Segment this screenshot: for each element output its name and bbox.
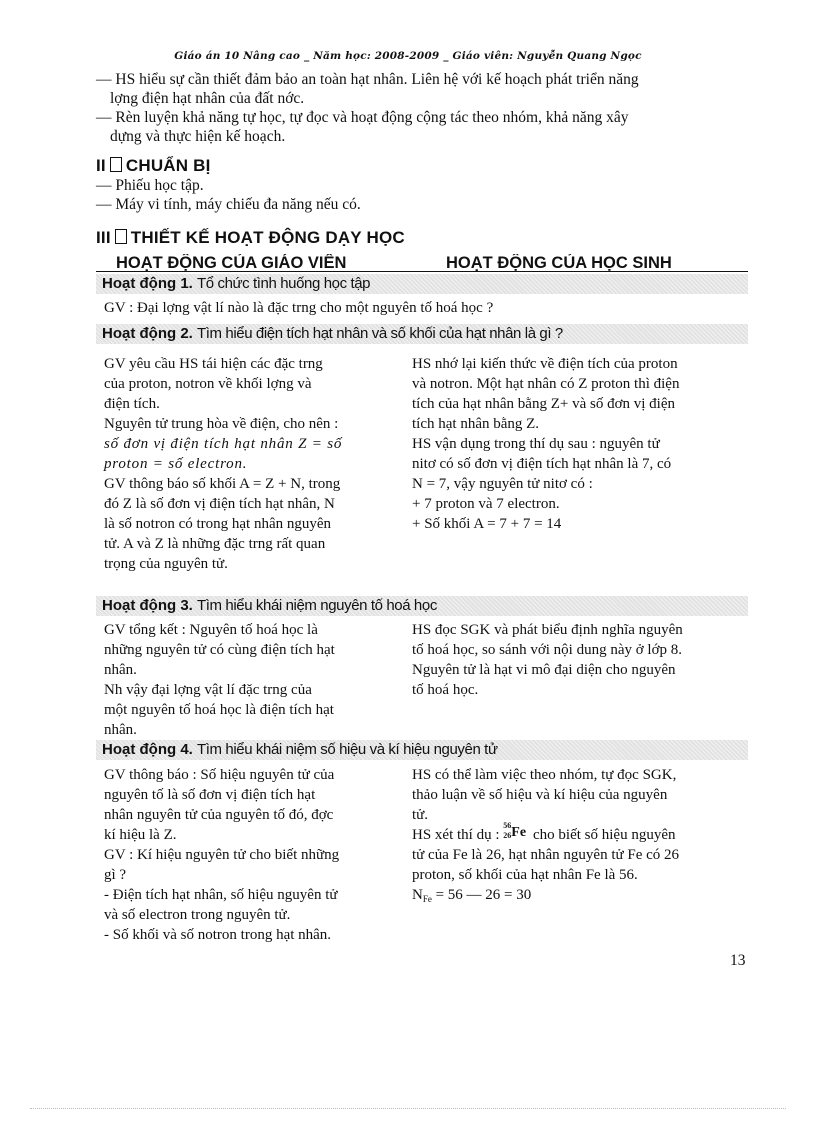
isotope-atomic-number: 26 [503, 831, 512, 840]
objective-line: dựng và thực hiện kế hoạch. [110, 128, 286, 145]
teacher-line-italic: proton = số electron. [104, 456, 248, 472]
formula-rest: = 56 — 26 = 30 [431, 887, 532, 903]
section-numeral: III [96, 228, 111, 247]
section-heading-preparation [96, 156, 211, 176]
objective-line: lợng điện hạt nhân của đất nớc. [110, 90, 305, 107]
activity-label: Hoạt động 1. [102, 275, 193, 292]
teacher-column-header: HOẠT ĐỘNG CỦA GIÁO VIÊN [116, 254, 347, 272]
activity-2-header [96, 324, 748, 344]
student-line: HS vận dụng trong thí dụ sau : nguyên tử [412, 436, 660, 452]
student-line: HS đọc SGK và phát biểu định nghĩa nguyên [412, 622, 683, 638]
student-line: tử. [412, 807, 429, 823]
example-suffix: cho biết số hiệu nguyên [533, 827, 676, 843]
activity-label: Hoạt động 4. [102, 741, 193, 758]
teacher-line: nguyên tố là số đơn vị điện tích hạt [104, 787, 316, 803]
teacher-line: đó Z là số đơn vị điện tích hạt nhân, N [104, 496, 335, 512]
objective-line: — Rèn luyện khả năng tự học, tự đọc và hoạt động cộng tác theo nhóm, khả năng xây [96, 109, 629, 126]
student-line: tích của hạt nhân bằng Z+ và số đơn vị điện [412, 396, 675, 412]
preparation-list [96, 176, 748, 214]
page-header: Giáo án 10 Nâng cao _ Năm học: 2008-2009 _ Giáo viên: Nguyễn Quang Ngọc [174, 50, 642, 62]
activity-4-student [412, 765, 742, 909]
isotope-mass-number: 56 [503, 821, 512, 830]
section-heading-activities [96, 228, 405, 248]
teacher-line: - Số khối và số notron trong hạt nhân. [104, 927, 332, 943]
teacher-line: GV tổng kết : Nguyên tố hoá học là [104, 622, 318, 638]
activity-3-student [412, 620, 742, 700]
activity-3-teacher [104, 620, 394, 740]
section-numeral: II [96, 156, 106, 175]
box-glyph-icon [110, 157, 122, 172]
isotope-element: Fe [511, 825, 527, 840]
student-line: HS nhớ lại kiến thức về điện tích của proton [412, 356, 678, 372]
list-item: — Phiếu học tập. [96, 177, 204, 194]
student-line: tố hoá học. [412, 682, 479, 698]
student-line: nitơ có số đơn vị điện tích hạt nhân là 7, có [412, 456, 672, 472]
teacher-line: một nguyên tố hoá học là điện tích hạt [104, 702, 334, 718]
activity-2-teacher [104, 354, 394, 574]
teacher-line: nhân. [104, 662, 137, 678]
teacher-line: trọng của nguyên tử. [104, 556, 228, 572]
teacher-line: GV thông báo : Số hiệu nguyên tử của [104, 767, 335, 783]
formula-var: N [412, 887, 423, 903]
page-number: 13 [730, 952, 746, 969]
activity-title: Tổ chức tình huống học tập [197, 275, 371, 292]
activity-title: Tìm hiểu khái niệm nguyên tố hoá học [197, 597, 437, 614]
activity-3-header [96, 596, 748, 616]
objective-line: — HS hiểu sự cần thiết đảm bảo an toàn hạt nhân. Liên hệ với kế hoạch phát triển năng [96, 71, 639, 88]
student-line: Nguyên tử là hạt vi mô đại diện cho nguyên [412, 662, 676, 678]
teacher-line: tử. A và Z là những đặc trng rất quan [104, 536, 326, 552]
student-line: + Số khối A = 7 + 7 = 14 [412, 516, 562, 532]
student-line: N = 7, vậy nguyên tử nitơ có : [412, 476, 593, 492]
activity-1-text: GV : Đại lợng vật lí nào là đặc trng cho một nguyên tố hoá học ? [104, 300, 494, 316]
teacher-line: Nh vậy đại lợng vật lí đặc trng của [104, 682, 312, 698]
activity-4-teacher [104, 765, 394, 945]
teacher-line: nhân. [104, 722, 137, 738]
activity-2-student [412, 354, 742, 534]
teacher-line: GV : Kí hiệu nguyên tử cho biết những [104, 847, 340, 863]
activity-title: Tìm hiểu khái niệm số hiệu và kí hiệu nguyên tử [197, 741, 498, 758]
teacher-line: điện tích. [104, 396, 160, 412]
teacher-line: gì ? [104, 867, 127, 883]
teacher-line: GV yêu cầu HS tái hiện các đặc trng [104, 356, 323, 372]
activity-label: Hoạt động 2. [102, 325, 193, 342]
footer-divider [30, 1108, 786, 1109]
teacher-line: và số electron trong nguyên tử. [104, 907, 291, 923]
box-glyph-icon [115, 229, 127, 244]
column-headers [96, 254, 748, 272]
activity-4-header [96, 740, 748, 760]
teacher-line: kí hiệu là Z. [104, 827, 177, 843]
neutron-formula [412, 885, 742, 909]
teacher-line: - Điện tích hạt nhân, số hiệu nguyên tử [104, 887, 338, 903]
teacher-line: những nguyên tử có cùng điện tích hạt [104, 642, 335, 658]
section-title: CHUẨN BỊ [125, 156, 211, 175]
student-line: HS có thể làm việc theo nhóm, tự đọc SGK, [412, 767, 677, 783]
example-prefix: HS xét thí dụ : [412, 827, 500, 843]
student-column-header: HOẠT ĐỘNG CỦA HỌC SINH [446, 254, 672, 272]
student-line: proton, số khối của hạt nhân Fe là 56. [412, 867, 638, 883]
activity-1-header [96, 274, 748, 294]
student-line: tích hạt nhân bằng Z. [412, 416, 540, 432]
student-line: tử của Fe là 26, hạt nhân nguyên tử Fe có 26 [412, 847, 680, 863]
teacher-line: của proton, notron về khối lợng và [104, 376, 312, 392]
activity-title: Tìm hiểu điện tích hạt nhân và số khối của hạt nhân là gì ? [197, 325, 563, 342]
activity-label: Hoạt động 3. [102, 597, 193, 614]
student-line: thảo luận về số hiệu và kí hiệu của nguyên [412, 787, 668, 803]
student-line: tố hoá học, so sánh với nội dung này ở lớp 8. [412, 642, 683, 658]
formula-subscript: Fe [422, 894, 432, 904]
teacher-line: là số notron có trong hạt nhân nguyên [104, 516, 332, 532]
section-title: THIẾT KẾ HOẠT ĐỘNG DẠY HỌC [130, 228, 405, 247]
isotope-symbol [503, 821, 529, 840]
intro-objectives [96, 70, 748, 146]
teacher-line: nhân nguyên tử của nguyên tố đó, đợc [104, 807, 334, 823]
teacher-line-italic: số đơn vị điện tích hạt nhân Z = số [104, 436, 343, 452]
teacher-line: GV thông báo số khối A = Z + N, trong [104, 476, 341, 492]
student-line: và notron. Một hạt nhân có Z proton thì điện [412, 376, 680, 392]
teacher-line: Nguyên tử trung hòa về điện, cho nên : [104, 416, 339, 432]
student-line: + 7 proton và 7 electron. [412, 496, 560, 512]
student-example-line [412, 821, 742, 845]
list-item: — Máy vi tính, máy chiếu đa năng nếu có. [96, 196, 361, 213]
